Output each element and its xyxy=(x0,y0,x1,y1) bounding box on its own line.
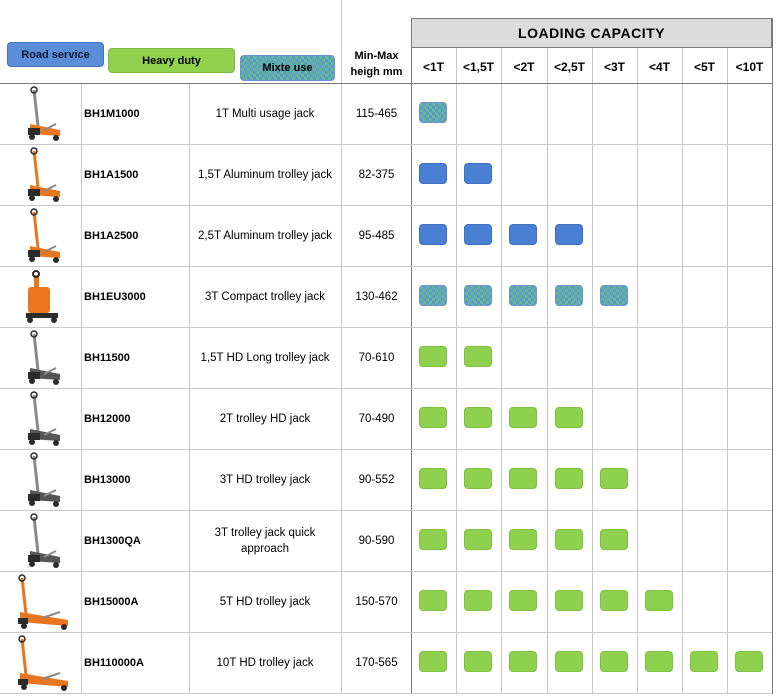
capacity-marker-heavy xyxy=(555,590,583,611)
capacity-marker-heavy xyxy=(555,468,583,489)
capacity-marker-heavy xyxy=(555,651,583,672)
aluminum-trolley-jack-image xyxy=(8,145,76,205)
capacity-marker-mixte xyxy=(509,285,537,306)
quick-approach-jack-image xyxy=(8,511,76,571)
product-code: BH12000 xyxy=(84,413,131,425)
capacity-header-2: <1,5T xyxy=(462,60,495,74)
product-description: 3T trolley jack quick approach xyxy=(214,527,316,555)
legend-heavy-duty xyxy=(108,48,235,73)
capacity-marker-heavy xyxy=(509,407,537,428)
product-code: BH110000A xyxy=(84,657,144,669)
capacity-header-7: <5T xyxy=(693,60,715,74)
legend-road-service xyxy=(7,42,104,67)
capacity-marker-heavy xyxy=(600,529,628,550)
capacity-marker-heavy xyxy=(645,651,673,672)
product-code: BH11500 xyxy=(84,352,130,364)
capacity-marker-heavy xyxy=(509,529,537,550)
capacity-marker-heavy xyxy=(419,346,447,367)
product-description: 2T trolley HD jack xyxy=(219,413,311,425)
capacity-marker-heavy xyxy=(690,651,718,672)
capacity-marker-mixte xyxy=(419,285,447,306)
hd-trolley-jack-image xyxy=(8,328,76,388)
min-max-height-header: Min-Max heigh mm xyxy=(350,50,403,78)
capacity-header-1: <1T xyxy=(422,60,444,74)
product-code: BH1M1000 xyxy=(84,108,140,120)
column-divider xyxy=(341,0,342,84)
capacity-marker-road xyxy=(464,224,492,245)
capacity-marker-heavy xyxy=(419,529,447,550)
column-divider xyxy=(81,84,82,694)
height-range: 170-565 xyxy=(355,657,398,669)
hd-trolley-jack-image xyxy=(8,450,76,510)
product-code: BH13000 xyxy=(84,474,131,486)
height-range: 90-590 xyxy=(358,535,395,547)
height-range: 70-610 xyxy=(358,352,395,364)
height-range: 150-570 xyxy=(355,596,398,608)
product-description: 3T Compact trolley jack xyxy=(205,291,325,303)
capacity-marker-road xyxy=(464,163,492,184)
height-range: 130-462 xyxy=(355,291,398,303)
capacity-marker-heavy xyxy=(600,651,628,672)
product-description: 1T Multi usage jack xyxy=(215,108,315,120)
capacity-marker-heavy xyxy=(464,529,492,550)
legend-heavy-duty-label: Heavy duty xyxy=(142,54,201,67)
capacity-marker-heavy xyxy=(600,468,628,489)
column-divider xyxy=(772,18,773,694)
capacity-marker-heavy xyxy=(555,407,583,428)
capacity-marker-mixte xyxy=(419,102,447,123)
product-code: BH15000A xyxy=(84,596,139,608)
legend-mixte-use xyxy=(240,55,335,81)
height-range: 95-485 xyxy=(358,230,395,242)
height-range: 115-465 xyxy=(355,108,398,120)
capacity-marker-mixte xyxy=(600,285,628,306)
height-range: 82-375 xyxy=(358,169,395,181)
capacity-marker-road xyxy=(419,224,447,245)
product-description: 3T HD trolley jack xyxy=(219,474,311,486)
capacity-marker-heavy xyxy=(464,590,492,611)
capacity-marker-heavy xyxy=(555,529,583,550)
capacity-marker-heavy xyxy=(419,407,447,428)
capacity-header-3: <2T xyxy=(513,60,535,74)
loading-capacity-header xyxy=(411,18,772,48)
capacity-marker-heavy xyxy=(735,651,763,672)
capacity-marker-heavy xyxy=(464,346,492,367)
capacity-header-8: <10T xyxy=(735,60,764,74)
product-code: BH1A1500 xyxy=(84,169,139,181)
capacity-marker-heavy xyxy=(464,651,492,672)
height-range: 90-552 xyxy=(358,474,395,486)
capacity-marker-heavy xyxy=(419,590,447,611)
capacity-header-6: <4T xyxy=(648,60,670,74)
capacity-marker-heavy xyxy=(645,590,673,611)
product-code: BH1EU3000 xyxy=(84,291,146,303)
product-code: BH1300QA xyxy=(84,535,141,547)
capacity-marker-mixte xyxy=(555,285,583,306)
legend-road-service-label: Road service xyxy=(21,48,90,61)
capacity-marker-heavy xyxy=(600,590,628,611)
product-description: 10T HD trolley jack xyxy=(216,657,314,669)
capacity-marker-road xyxy=(555,224,583,245)
long-trolley-jack-image xyxy=(8,572,76,632)
compact-trolley-jack-image xyxy=(8,267,76,327)
capacity-marker-heavy xyxy=(419,651,447,672)
product-code: BH1A2500 xyxy=(84,230,139,242)
long-trolley-jack-image xyxy=(8,633,76,693)
capacity-marker-road xyxy=(419,163,447,184)
product-description: 5T HD trolley jack xyxy=(219,596,311,608)
capacity-header-4: <2,5T xyxy=(553,60,586,74)
loading-capacity-title: LOADING CAPACITY xyxy=(518,25,665,41)
product-description: 2,5T Aluminum trolley jack xyxy=(197,230,332,242)
column-divider xyxy=(411,18,412,694)
multi-usage-jack-image xyxy=(8,84,76,144)
capacity-marker-heavy xyxy=(464,407,492,428)
capacity-marker-road xyxy=(509,224,537,245)
capacity-marker-heavy xyxy=(419,468,447,489)
row-divider xyxy=(0,693,772,694)
height-range: 70-490 xyxy=(358,413,395,425)
product-description: 1,5T Aluminum trolley jack xyxy=(197,169,332,181)
capacity-marker-heavy xyxy=(509,651,537,672)
capacity-marker-mixte xyxy=(464,285,492,306)
aluminum-trolley-jack-image xyxy=(8,206,76,266)
legend-mixte-use-label: Mixte use xyxy=(262,62,313,74)
product-description: 1,5T HD Long trolley jack xyxy=(200,352,330,364)
hd-trolley-jack-image xyxy=(8,389,76,449)
capacity-marker-heavy xyxy=(509,468,537,489)
capacity-marker-heavy xyxy=(509,590,537,611)
capacity-marker-heavy xyxy=(464,468,492,489)
capacity-header-5: <3T xyxy=(603,60,625,74)
